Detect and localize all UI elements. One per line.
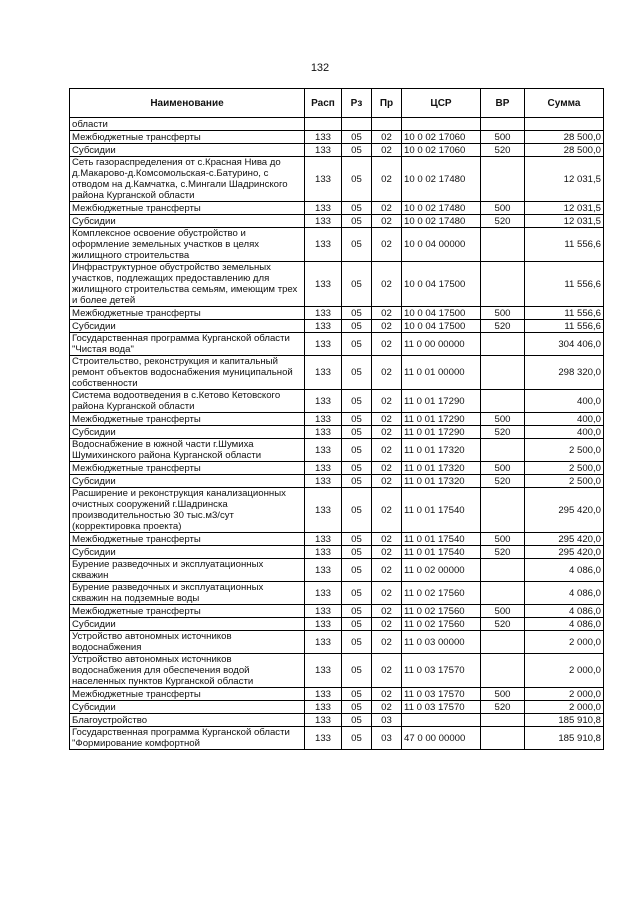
cell-rz: 05 xyxy=(342,202,372,215)
cell-rz: 05 xyxy=(342,605,372,618)
table-body xyxy=(70,118,604,750)
cell-rz: 05 xyxy=(342,426,372,439)
cell-rasp: 133 xyxy=(305,320,342,333)
cell-rasp: 133 xyxy=(305,714,342,727)
table-row xyxy=(70,654,604,688)
cell-pr: 02 xyxy=(372,144,402,157)
cell-pr: 02 xyxy=(372,546,402,559)
cell-rasp: 133 xyxy=(305,618,342,631)
cell-rasp: 133 xyxy=(305,228,342,262)
cell-csr: 11 0 01 00000 xyxy=(402,356,481,390)
cell-pr xyxy=(372,118,402,131)
cell-vr xyxy=(481,439,525,462)
cell-sum: 2 000,0 xyxy=(525,654,604,688)
cell-sum: 12 031,5 xyxy=(525,202,604,215)
budget-table xyxy=(69,88,604,750)
cell-pr: 02 xyxy=(372,157,402,202)
cell-name: Межбюджетные трансферты xyxy=(70,688,305,701)
cell-name: Устройство автономных источников водоснабжения для обеспечения водой населенных пунктов Курганской области xyxy=(70,654,305,688)
cell-name: Сеть газораспределения от с.Красная Нива до д.Макарово-д.Комсомольская-с.Батурино, с отводом на д.Камчатка, с.Мингали Шадринского района Курганской области xyxy=(70,157,305,202)
cell-pr: 02 xyxy=(372,307,402,320)
cell-vr: 520 xyxy=(481,320,525,333)
table-row xyxy=(70,157,604,202)
cell-vr: 520 xyxy=(481,215,525,228)
cell-csr: 10 0 04 17500 xyxy=(402,320,481,333)
cell-rasp: 133 xyxy=(305,202,342,215)
cell-sum: 295 420,0 xyxy=(525,533,604,546)
cell-csr: 11 0 03 00000 xyxy=(402,631,481,654)
cell-sum: 2 000,0 xyxy=(525,701,604,714)
cell-vr: 500 xyxy=(481,462,525,475)
cell-csr: 10 0 04 17500 xyxy=(402,307,481,320)
cell-pr: 02 xyxy=(372,618,402,631)
cell-csr: 11 0 02 17560 xyxy=(402,582,481,605)
page-number: 132 xyxy=(310,62,330,74)
cell-pr: 02 xyxy=(372,582,402,605)
cell-sum: 4 086,0 xyxy=(525,559,604,582)
cell-rz: 05 xyxy=(342,546,372,559)
cell-pr: 02 xyxy=(372,333,402,356)
cell-rasp: 133 xyxy=(305,307,342,320)
cell-vr xyxy=(481,559,525,582)
cell-rasp: 133 xyxy=(305,333,342,356)
table-row xyxy=(70,582,604,605)
cell-vr xyxy=(481,228,525,262)
cell-vr: 500 xyxy=(481,533,525,546)
cell-name: Межбюджетные трансферты xyxy=(70,533,305,546)
cell-csr: 11 0 01 17320 xyxy=(402,439,481,462)
table-row xyxy=(70,426,604,439)
cell-sum: 2 500,0 xyxy=(525,439,604,462)
cell-name: Межбюджетные трансферты xyxy=(70,307,305,320)
cell-vr: 520 xyxy=(481,701,525,714)
cell-sum: 298 320,0 xyxy=(525,356,604,390)
cell-vr: 520 xyxy=(481,618,525,631)
cell-pr: 03 xyxy=(372,714,402,727)
table-row xyxy=(70,618,604,631)
cell-sum: 2 000,0 xyxy=(525,631,604,654)
cell-name: Расширение и реконструкция канализационных очистных сооружений г.Шадринска производительностью 30 тыс.м3/сут (корректировка проекта) xyxy=(70,488,305,533)
cell-vr xyxy=(481,488,525,533)
cell-rz: 05 xyxy=(342,439,372,462)
cell-vr xyxy=(481,118,525,131)
table-row xyxy=(70,215,604,228)
cell-sum: 11 556,6 xyxy=(525,320,604,333)
table-row xyxy=(70,439,604,462)
cell-vr: 520 xyxy=(481,475,525,488)
cell-vr xyxy=(481,390,525,413)
table-row xyxy=(70,320,604,333)
cell-sum: 4 086,0 xyxy=(525,618,604,631)
cell-rz: 05 xyxy=(342,688,372,701)
cell-pr: 02 xyxy=(372,559,402,582)
cell-rasp: 133 xyxy=(305,157,342,202)
cell-csr: 10 0 04 17500 xyxy=(402,262,481,307)
table-row xyxy=(70,546,604,559)
table-row xyxy=(70,488,604,533)
cell-pr: 02 xyxy=(372,533,402,546)
cell-rasp: 133 xyxy=(305,605,342,618)
cell-pr: 02 xyxy=(372,462,402,475)
cell-vr: 500 xyxy=(481,131,525,144)
table-row xyxy=(70,144,604,157)
cell-csr: 11 0 01 17540 xyxy=(402,488,481,533)
cell-sum: 400,0 xyxy=(525,390,604,413)
table-row xyxy=(70,701,604,714)
cell-rz: 05 xyxy=(342,215,372,228)
cell-pr: 02 xyxy=(372,439,402,462)
cell-sum: 12 031,5 xyxy=(525,215,604,228)
cell-rasp: 133 xyxy=(305,546,342,559)
cell-pr: 03 xyxy=(372,727,402,750)
cell-rasp: 133 xyxy=(305,144,342,157)
cell-rz: 05 xyxy=(342,333,372,356)
cell-name: Инфраструктурное обустройство земельных участков, подлежащих предоставлению для жилищного строительства семьям, имеющим трех и более детей xyxy=(70,262,305,307)
cell-rz: 05 xyxy=(342,701,372,714)
cell-rz: 05 xyxy=(342,157,372,202)
header-row xyxy=(70,89,604,118)
cell-csr: 11 0 01 17290 xyxy=(402,413,481,426)
cell-csr: 10 0 02 17060 xyxy=(402,131,481,144)
cell-vr xyxy=(481,582,525,605)
cell-sum: 304 406,0 xyxy=(525,333,604,356)
cell-csr: 11 0 03 17570 xyxy=(402,688,481,701)
table-row xyxy=(70,390,604,413)
col-header-rz: Рз xyxy=(342,89,372,118)
cell-csr: 10 0 02 17480 xyxy=(402,202,481,215)
cell-csr: 11 0 01 17320 xyxy=(402,475,481,488)
cell-rasp: 133 xyxy=(305,688,342,701)
table-row xyxy=(70,118,604,131)
cell-pr: 02 xyxy=(372,475,402,488)
cell-rasp: 133 xyxy=(305,488,342,533)
cell-rasp: 133 xyxy=(305,631,342,654)
cell-pr: 02 xyxy=(372,356,402,390)
cell-sum: 11 556,6 xyxy=(525,307,604,320)
cell-csr: 11 0 01 17540 xyxy=(402,546,481,559)
cell-rasp: 133 xyxy=(305,475,342,488)
table-row xyxy=(70,714,604,727)
cell-csr: 11 0 02 17560 xyxy=(402,605,481,618)
cell-pr: 02 xyxy=(372,688,402,701)
cell-csr: 11 0 01 17320 xyxy=(402,462,481,475)
cell-rasp: 133 xyxy=(305,426,342,439)
cell-vr: 500 xyxy=(481,413,525,426)
table-row xyxy=(70,307,604,320)
cell-vr: 520 xyxy=(481,144,525,157)
cell-name: Субсидии xyxy=(70,320,305,333)
cell-pr: 02 xyxy=(372,131,402,144)
cell-vr: 500 xyxy=(481,605,525,618)
cell-pr: 02 xyxy=(372,605,402,618)
cell-vr xyxy=(481,157,525,202)
cell-sum: 4 086,0 xyxy=(525,582,604,605)
cell-rz: 05 xyxy=(342,654,372,688)
table-row xyxy=(70,356,604,390)
cell-name: Межбюджетные трансферты xyxy=(70,202,305,215)
cell-rasp: 133 xyxy=(305,727,342,750)
cell-sum: 11 556,6 xyxy=(525,228,604,262)
cell-name: Водоснабжение в южной части г.Шумиха Шумихинского района Курганской области xyxy=(70,439,305,462)
cell-pr: 02 xyxy=(372,426,402,439)
cell-rasp: 133 xyxy=(305,439,342,462)
cell-vr xyxy=(481,714,525,727)
cell-rz: 05 xyxy=(342,131,372,144)
table-row xyxy=(70,688,604,701)
table-row xyxy=(70,559,604,582)
cell-rasp: 133 xyxy=(305,413,342,426)
cell-pr: 02 xyxy=(372,631,402,654)
cell-sum: 185 910,8 xyxy=(525,714,604,727)
cell-csr: 10 0 02 17480 xyxy=(402,215,481,228)
cell-rz: 05 xyxy=(342,320,372,333)
cell-rasp: 133 xyxy=(305,390,342,413)
cell-rasp: 133 xyxy=(305,533,342,546)
table-row xyxy=(70,228,604,262)
cell-rz: 05 xyxy=(342,390,372,413)
cell-pr: 02 xyxy=(372,701,402,714)
cell-name: области xyxy=(70,118,305,131)
cell-rz: 05 xyxy=(342,462,372,475)
table-row xyxy=(70,413,604,426)
table-row xyxy=(70,262,604,307)
cell-name: Благоустройство xyxy=(70,714,305,727)
cell-name: Система водоотведения в с.Кетово Кетовского района Курганской области xyxy=(70,390,305,413)
cell-name: Бурение разведочных и эксплуатационных скважин на подземные воды xyxy=(70,582,305,605)
table-row xyxy=(70,131,604,144)
table-header xyxy=(70,89,604,118)
cell-csr xyxy=(402,714,481,727)
cell-name: Межбюджетные трансферты xyxy=(70,462,305,475)
cell-csr xyxy=(402,118,481,131)
cell-csr: 11 0 02 17560 xyxy=(402,618,481,631)
cell-vr xyxy=(481,333,525,356)
cell-csr: 11 0 01 17540 xyxy=(402,533,481,546)
cell-vr: 520 xyxy=(481,426,525,439)
table-row xyxy=(70,202,604,215)
cell-sum: 11 556,6 xyxy=(525,262,604,307)
cell-sum: 28 500,0 xyxy=(525,131,604,144)
cell-rz: 05 xyxy=(342,714,372,727)
cell-pr: 02 xyxy=(372,488,402,533)
cell-csr: 10 0 02 17060 xyxy=(402,144,481,157)
col-header-csr: ЦСР xyxy=(402,89,481,118)
cell-name: Государственная программа Курганской области "Чистая вода" xyxy=(70,333,305,356)
cell-rz: 05 xyxy=(342,727,372,750)
cell-sum: 185 910,8 xyxy=(525,727,604,750)
cell-vr xyxy=(481,356,525,390)
cell-rasp: 133 xyxy=(305,462,342,475)
col-header-vr: ВР xyxy=(481,89,525,118)
cell-rz: 05 xyxy=(342,356,372,390)
cell-rz: 05 xyxy=(342,144,372,157)
cell-pr: 02 xyxy=(372,228,402,262)
cell-rasp: 133 xyxy=(305,582,342,605)
table-row xyxy=(70,475,604,488)
cell-pr: 02 xyxy=(372,654,402,688)
cell-csr: 11 0 03 17570 xyxy=(402,701,481,714)
cell-rz xyxy=(342,118,372,131)
cell-name: Межбюджетные трансферты xyxy=(70,131,305,144)
cell-name: Субсидии xyxy=(70,475,305,488)
cell-pr: 02 xyxy=(372,413,402,426)
cell-sum: 12 031,5 xyxy=(525,157,604,202)
col-header-rasp: Расп xyxy=(305,89,342,118)
cell-rasp: 133 xyxy=(305,356,342,390)
col-header-name: Наименование xyxy=(70,89,305,118)
cell-sum: 4 086,0 xyxy=(525,605,604,618)
cell-name: Государственная программа Курганской области "Формирование комфортной xyxy=(70,727,305,750)
cell-rz: 05 xyxy=(342,413,372,426)
cell-csr: 10 0 04 00000 xyxy=(402,228,481,262)
cell-sum: 2 500,0 xyxy=(525,475,604,488)
col-header-pr: Пр xyxy=(372,89,402,118)
cell-sum: 295 420,0 xyxy=(525,488,604,533)
cell-pr: 02 xyxy=(372,390,402,413)
cell-rz: 05 xyxy=(342,559,372,582)
cell-vr: 500 xyxy=(481,307,525,320)
cell-rasp: 133 xyxy=(305,262,342,307)
cell-rz: 05 xyxy=(342,582,372,605)
cell-name: Строительство, реконструкция и капитальный ремонт объектов водоснабжения муниципальной собственности xyxy=(70,356,305,390)
cell-name: Межбюджетные трансферты xyxy=(70,605,305,618)
cell-name: Субсидии xyxy=(70,215,305,228)
cell-csr: 11 0 01 17290 xyxy=(402,390,481,413)
cell-rz: 05 xyxy=(342,307,372,320)
cell-pr: 02 xyxy=(372,262,402,307)
cell-vr: 500 xyxy=(481,202,525,215)
table-row xyxy=(70,727,604,750)
table-row xyxy=(70,333,604,356)
cell-rz: 05 xyxy=(342,262,372,307)
cell-pr: 02 xyxy=(372,215,402,228)
cell-vr: 520 xyxy=(481,546,525,559)
cell-name: Бурение разведочных и эксплуатационных скважин xyxy=(70,559,305,582)
cell-name: Устройство автономных источников водоснабжения xyxy=(70,631,305,654)
cell-vr xyxy=(481,262,525,307)
cell-vr xyxy=(481,631,525,654)
cell-rz: 05 xyxy=(342,488,372,533)
cell-sum: 400,0 xyxy=(525,426,604,439)
cell-sum: 2 000,0 xyxy=(525,688,604,701)
cell-sum xyxy=(525,118,604,131)
cell-vr: 500 xyxy=(481,688,525,701)
cell-vr xyxy=(481,654,525,688)
col-header-sum: Сумма xyxy=(525,89,604,118)
cell-rz: 05 xyxy=(342,228,372,262)
cell-name: Комплексное освоение обустройство и оформление земельных участков в целях жилищного строительства xyxy=(70,228,305,262)
cell-rz: 05 xyxy=(342,631,372,654)
cell-name: Субсидии xyxy=(70,546,305,559)
cell-rasp: 133 xyxy=(305,559,342,582)
cell-csr: 47 0 00 00000 xyxy=(402,727,481,750)
cell-name: Субсидии xyxy=(70,426,305,439)
cell-sum: 295 420,0 xyxy=(525,546,604,559)
table-row xyxy=(70,533,604,546)
cell-rasp: 133 xyxy=(305,701,342,714)
cell-pr: 02 xyxy=(372,320,402,333)
cell-csr: 11 0 01 17290 xyxy=(402,426,481,439)
cell-rasp xyxy=(305,118,342,131)
table-row xyxy=(70,631,604,654)
cell-pr: 02 xyxy=(372,202,402,215)
cell-rz: 05 xyxy=(342,618,372,631)
cell-csr: 11 0 00 00000 xyxy=(402,333,481,356)
cell-vr xyxy=(481,727,525,750)
cell-rz: 05 xyxy=(342,533,372,546)
cell-rasp: 133 xyxy=(305,131,342,144)
cell-name: Межбюджетные трансферты xyxy=(70,413,305,426)
cell-csr: 11 0 03 17570 xyxy=(402,654,481,688)
cell-name: Субсидии xyxy=(70,701,305,714)
table-row xyxy=(70,605,604,618)
cell-rz: 05 xyxy=(342,475,372,488)
cell-sum: 400,0 xyxy=(525,413,604,426)
cell-name: Субсидии xyxy=(70,144,305,157)
cell-rasp: 133 xyxy=(305,215,342,228)
table-row xyxy=(70,462,604,475)
cell-csr: 11 0 02 00000 xyxy=(402,559,481,582)
cell-sum: 28 500,0 xyxy=(525,144,604,157)
cell-csr: 10 0 02 17480 xyxy=(402,157,481,202)
cell-sum: 2 500,0 xyxy=(525,462,604,475)
cell-name: Субсидии xyxy=(70,618,305,631)
cell-rasp: 133 xyxy=(305,654,342,688)
